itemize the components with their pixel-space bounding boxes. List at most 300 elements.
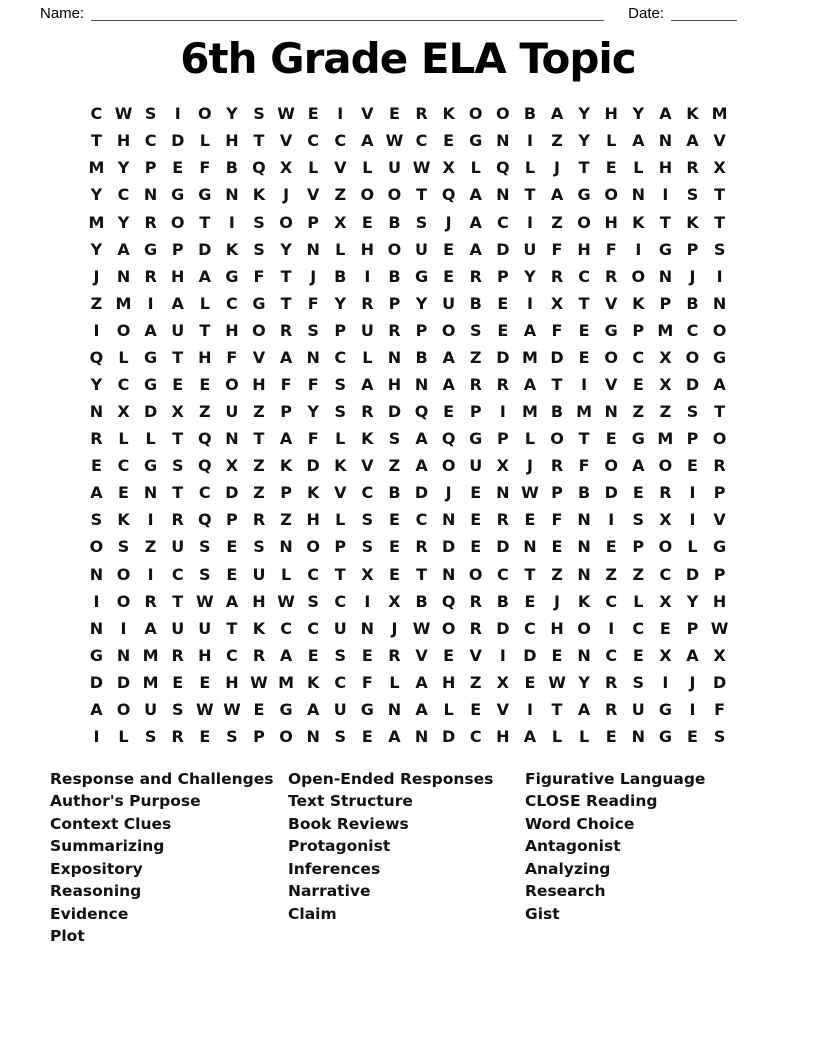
grid-letter: Y bbox=[632, 104, 645, 124]
grid-row bbox=[83, 100, 733, 127]
grid-letter: S bbox=[632, 510, 645, 530]
grid-letter: P bbox=[388, 293, 401, 313]
grid-letter: A bbox=[279, 645, 293, 665]
word-list-item: Word Choice bbox=[525, 814, 635, 833]
grid-letter: Y bbox=[117, 212, 130, 232]
grid-letter: I bbox=[93, 727, 100, 747]
grid-letter: I bbox=[526, 131, 533, 151]
grid-letter: O bbox=[496, 104, 510, 124]
grid-letter: M bbox=[115, 293, 132, 313]
grid-letter: U bbox=[415, 239, 429, 259]
grid-letter: N bbox=[116, 266, 131, 286]
grid-letter: D bbox=[496, 347, 510, 367]
grid-letter: U bbox=[225, 402, 239, 422]
word-list-item: Expository bbox=[50, 859, 143, 878]
grid-letter: W bbox=[114, 104, 133, 124]
grid-letter: C bbox=[632, 347, 645, 367]
grid-letter: M bbox=[521, 347, 538, 367]
grid-letter: I bbox=[716, 266, 723, 286]
grid-letter: I bbox=[689, 699, 696, 719]
grid-letter: F bbox=[226, 347, 238, 367]
grid-letter: A bbox=[225, 591, 239, 611]
grid-letter: O bbox=[279, 212, 293, 232]
grid-letter: C bbox=[659, 564, 672, 584]
grid-letter: Z bbox=[198, 402, 211, 422]
grid-letter: E bbox=[443, 402, 455, 422]
grid-letter: N bbox=[387, 347, 402, 367]
word-list-item: Reasoning bbox=[50, 882, 142, 901]
grid-letter: E bbox=[578, 347, 590, 367]
grid-letter: C bbox=[361, 483, 374, 503]
grid-letter: I bbox=[662, 672, 669, 692]
grid-letter: K bbox=[632, 293, 645, 313]
grid-letter: I bbox=[689, 483, 696, 503]
grid-letter: Z bbox=[605, 564, 617, 584]
grid-letter: N bbox=[360, 618, 375, 638]
grid-letter: X bbox=[659, 645, 672, 665]
grid-letter: W bbox=[223, 699, 241, 719]
grid-letter: Y bbox=[334, 293, 347, 313]
grid-letter: M bbox=[521, 402, 538, 422]
grid-letter: I bbox=[608, 618, 615, 638]
grid-letter: P bbox=[713, 564, 726, 584]
grid-letter: C bbox=[226, 293, 238, 313]
grid-letter: H bbox=[225, 131, 239, 151]
grid-letter: A bbox=[90, 483, 103, 503]
grid-letter: K bbox=[306, 483, 320, 503]
word-list-item: Gist bbox=[525, 904, 560, 923]
grid-letter: Z bbox=[280, 510, 292, 530]
grid-letter: O bbox=[712, 320, 727, 340]
grid-letter: I bbox=[147, 293, 154, 313]
grid-letter: E bbox=[632, 375, 644, 394]
grid-letter: Z bbox=[469, 347, 482, 367]
grid-letter: T bbox=[226, 618, 238, 638]
grid-letter: A bbox=[415, 456, 428, 476]
grid-letter: K bbox=[334, 456, 347, 476]
grid-letter: G bbox=[360, 699, 374, 719]
grid-letter: K bbox=[225, 239, 239, 259]
grid-row bbox=[83, 209, 733, 236]
grid-letter: N bbox=[89, 618, 104, 638]
grid-letter: G bbox=[469, 429, 483, 449]
grid-letter: Q bbox=[496, 158, 510, 178]
grid-letter: P bbox=[334, 537, 347, 557]
word-list-item: Analyzing bbox=[525, 859, 611, 878]
grid-letter: I bbox=[526, 699, 533, 719]
grid-letter: V bbox=[605, 375, 618, 394]
grid-letter: J bbox=[554, 158, 560, 178]
grid-letter: J bbox=[445, 483, 452, 503]
grid-letter: W bbox=[521, 483, 539, 503]
grid-row bbox=[83, 506, 733, 533]
grid-letter: D bbox=[550, 347, 564, 367]
date-label: Date: bbox=[628, 5, 664, 22]
grid-letter: O bbox=[360, 185, 375, 205]
grid-letter: R bbox=[279, 320, 293, 340]
grid-letter: L bbox=[335, 510, 346, 530]
grid-letter: F bbox=[307, 375, 319, 394]
grid-letter: P bbox=[713, 483, 726, 503]
word-list-item: Text Structure bbox=[288, 792, 413, 811]
grid-letter: E bbox=[605, 727, 617, 747]
grid-letter: E bbox=[632, 645, 644, 665]
grid-letter: L bbox=[199, 131, 210, 151]
grid-letter: E bbox=[253, 699, 265, 719]
grid-letter: X bbox=[388, 591, 401, 611]
grid-letter: Y bbox=[578, 131, 590, 151]
grid-letter: M bbox=[142, 672, 159, 692]
grid-letter: H bbox=[496, 727, 510, 747]
grid-letter: H bbox=[116, 131, 131, 151]
grid-letter: H bbox=[550, 618, 564, 638]
grid-letter: C bbox=[524, 618, 536, 638]
grid-letter: R bbox=[550, 266, 564, 286]
grid-letter: N bbox=[631, 727, 645, 747]
grid-letter: P bbox=[144, 158, 157, 178]
grid-letter: D bbox=[496, 239, 510, 259]
word-list-item: Author's Purpose bbox=[50, 792, 201, 811]
grid-letter: A bbox=[279, 429, 293, 449]
grid-letter: W bbox=[710, 618, 729, 638]
grid-letter: Z bbox=[659, 402, 672, 422]
grid-letter: D bbox=[89, 672, 104, 692]
grid-letter: L bbox=[606, 131, 617, 151]
grid-letter: U bbox=[333, 618, 347, 638]
grid-letter: R bbox=[496, 510, 509, 530]
grid-letter: N bbox=[496, 483, 510, 503]
grid-letter: T bbox=[551, 375, 563, 394]
grid-letter: X bbox=[225, 456, 239, 476]
grid-letter: N bbox=[116, 645, 131, 665]
grid-letter: L bbox=[687, 537, 698, 557]
grid-letter: U bbox=[252, 564, 266, 584]
grid-row bbox=[83, 236, 733, 263]
grid-letter: K bbox=[306, 672, 320, 692]
grid-letter: N bbox=[496, 185, 510, 205]
grid-letter: E bbox=[226, 564, 238, 584]
grid-letter: M bbox=[278, 672, 295, 692]
grid-letter: C bbox=[686, 320, 699, 340]
grid-letter: Q bbox=[197, 510, 212, 530]
grid-letter: R bbox=[361, 293, 374, 313]
grid-letter: D bbox=[685, 564, 700, 584]
grid-letter: J bbox=[445, 212, 452, 232]
grid-letter: F bbox=[551, 239, 563, 259]
grid-letter: R bbox=[171, 510, 184, 530]
grid-letter: R bbox=[496, 375, 509, 394]
grid-letter: T bbox=[172, 429, 184, 449]
grid-letter: C bbox=[605, 591, 618, 611]
grid-letter: Z bbox=[632, 402, 645, 422]
grid-letter: L bbox=[633, 591, 644, 611]
grid-letter: T bbox=[253, 131, 265, 151]
grid-letter: U bbox=[198, 618, 212, 638]
grid-letter: G bbox=[577, 185, 591, 205]
grid-letter: P bbox=[469, 402, 482, 422]
name-blank-line bbox=[91, 6, 604, 21]
grid-letter: T bbox=[714, 402, 726, 422]
grid-letter: Y bbox=[90, 375, 103, 394]
grid-letter: H bbox=[225, 320, 239, 340]
grid-letter: S bbox=[415, 212, 428, 232]
grid-letter: M bbox=[576, 402, 593, 422]
grid-letter: Y bbox=[90, 239, 103, 259]
grid-letter: E bbox=[172, 158, 184, 178]
grid-letter: T bbox=[253, 429, 265, 449]
grid-letter: A bbox=[415, 429, 428, 449]
grid-letter: S bbox=[469, 320, 482, 340]
grid-letter: U bbox=[442, 293, 456, 313]
grid-letter: D bbox=[116, 672, 131, 692]
grid-letter: E bbox=[687, 727, 698, 747]
grid-letter: E bbox=[388, 537, 400, 557]
grid-letter: Z bbox=[551, 212, 563, 232]
grid-letter: A bbox=[306, 699, 320, 719]
grid-letter: G bbox=[144, 239, 158, 259]
grid-letter: D bbox=[712, 672, 727, 692]
grid-letter: B bbox=[388, 266, 401, 286]
grid-letter: Y bbox=[280, 239, 292, 259]
grid-letter: C bbox=[144, 131, 157, 151]
grid-letter: U bbox=[631, 699, 645, 719]
grid-letter: N bbox=[225, 185, 239, 205]
grid-row bbox=[83, 588, 733, 615]
grid-letter: J bbox=[689, 672, 696, 692]
grid-letter: N bbox=[441, 564, 456, 584]
grid-letter: L bbox=[308, 158, 319, 178]
grid-letter: R bbox=[171, 727, 184, 747]
grid-letter: T bbox=[578, 429, 590, 449]
grid-letter: F bbox=[714, 699, 726, 719]
grid-letter: L bbox=[362, 158, 373, 178]
grid-letter: A bbox=[686, 131, 699, 151]
grid-letter: U bbox=[387, 158, 401, 178]
grid-letter: H bbox=[306, 510, 320, 530]
grid-letter: A bbox=[632, 131, 645, 151]
grid-letter: V bbox=[496, 699, 510, 719]
grid-letter: X bbox=[659, 347, 672, 367]
grid-letter: O bbox=[116, 699, 131, 719]
grid-letter: A bbox=[550, 185, 564, 205]
grid-letter: S bbox=[632, 672, 645, 692]
grid-letter: L bbox=[470, 158, 481, 178]
grid-letter: O bbox=[658, 537, 673, 557]
grid-letter: V bbox=[361, 456, 374, 476]
grid-letter: P bbox=[686, 239, 699, 259]
grid-letter: D bbox=[171, 131, 185, 151]
grid-letter: R bbox=[361, 402, 374, 422]
grid-letter: J bbox=[526, 456, 533, 476]
grid-letter: C bbox=[415, 510, 428, 530]
grid-letter: E bbox=[443, 131, 455, 151]
grid-letter: R bbox=[713, 456, 726, 476]
grid-letter: U bbox=[333, 699, 347, 719]
grid-letter: I bbox=[147, 564, 154, 584]
grid-letter: C bbox=[117, 185, 130, 205]
grid-letter: K bbox=[577, 591, 591, 611]
grid-letter: X bbox=[659, 510, 672, 530]
grid-letter: V bbox=[334, 158, 347, 178]
grid-letter: N bbox=[143, 483, 158, 503]
grid-letter: V bbox=[713, 131, 726, 151]
grid-letter: F bbox=[307, 293, 319, 313]
grid-letter: U bbox=[523, 239, 537, 259]
grid-letter: R bbox=[144, 266, 157, 286]
grid-letter: H bbox=[577, 239, 591, 259]
grid-letter: I bbox=[499, 645, 506, 665]
grid-letter: D bbox=[387, 402, 402, 422]
grid-letter: E bbox=[605, 158, 617, 178]
grid-letter: O bbox=[658, 456, 673, 476]
grid-letter: G bbox=[658, 727, 672, 747]
grid-letter: F bbox=[551, 320, 563, 340]
grid-letter: Q bbox=[89, 347, 104, 367]
header bbox=[0, 0, 816, 22]
grid-letter: C bbox=[469, 727, 482, 747]
grid-letter: H bbox=[198, 645, 212, 665]
grid-letter: R bbox=[252, 645, 266, 665]
word-list-item: Summarizing bbox=[50, 837, 165, 856]
grid-letter: L bbox=[335, 429, 346, 449]
grid-letter: X bbox=[496, 672, 509, 692]
grid-letter: T bbox=[416, 185, 427, 205]
grid-letter: T bbox=[551, 699, 563, 719]
grid-letter: D bbox=[496, 537, 510, 557]
grid-letter: E bbox=[524, 672, 536, 692]
word-list-item: Book Reviews bbox=[288, 814, 409, 833]
grid-letter: M bbox=[88, 158, 105, 178]
grid-letter: M bbox=[142, 645, 159, 665]
grid-letter: A bbox=[144, 618, 157, 638]
grid-letter: O bbox=[387, 185, 402, 205]
grid-letter: P bbox=[415, 320, 428, 340]
grid-letter: E bbox=[470, 483, 482, 503]
grid-letter: R bbox=[686, 158, 699, 178]
grid-letter: J bbox=[554, 591, 560, 611]
grid-letter: O bbox=[116, 591, 131, 611]
grid-letter: S bbox=[361, 537, 374, 557]
grid-row bbox=[83, 154, 733, 181]
grid-letter: C bbox=[307, 131, 320, 151]
grid-letter: O bbox=[631, 266, 646, 286]
grid-letter: R bbox=[659, 483, 672, 503]
word-list-column-1 bbox=[50, 768, 288, 947]
grid-letter: S bbox=[686, 402, 699, 422]
grid-letter: N bbox=[89, 564, 104, 584]
grid-letter: T bbox=[334, 564, 346, 584]
grid-letter: G bbox=[713, 537, 727, 557]
grid-letter: R bbox=[469, 618, 482, 638]
grid-letter: Q bbox=[441, 429, 456, 449]
grid-letter: G bbox=[279, 699, 293, 719]
grid-letter: D bbox=[523, 645, 537, 665]
grid-letter: Z bbox=[469, 672, 482, 692]
grid-letter: Z bbox=[551, 564, 563, 584]
grid-letter: S bbox=[334, 727, 347, 747]
grid-letter: W bbox=[277, 104, 295, 124]
grid-letter: Z bbox=[388, 456, 401, 476]
grid-letter: H bbox=[252, 375, 266, 394]
grid-letter: S bbox=[253, 104, 265, 124]
grid-letter: N bbox=[89, 402, 104, 422]
grid-letter: G bbox=[604, 320, 618, 340]
grid-letter: H bbox=[387, 375, 402, 394]
grid-letter: V bbox=[469, 645, 482, 665]
grid-letter: S bbox=[334, 402, 347, 422]
grid-letter: X bbox=[496, 456, 509, 476]
grid-letter: L bbox=[335, 239, 346, 259]
grid-letter: B bbox=[686, 293, 699, 313]
grid-letter: P bbox=[280, 402, 292, 422]
grid-letter: A bbox=[171, 293, 184, 313]
grid-letter: A bbox=[469, 239, 482, 259]
grid-letter: O bbox=[577, 618, 591, 638]
word-list-item: Protagonist bbox=[288, 837, 391, 856]
grid-letter: S bbox=[171, 699, 184, 719]
grid-letter: C bbox=[334, 131, 347, 151]
grid-letter: A bbox=[415, 699, 428, 719]
grid-letter: K bbox=[686, 104, 699, 124]
grid-letter: X bbox=[171, 402, 184, 422]
grid-letter: R bbox=[388, 645, 401, 665]
grid-letter: V bbox=[252, 347, 266, 367]
grid-letter: Y bbox=[307, 402, 319, 422]
grid-row bbox=[83, 290, 733, 317]
grid-letter: P bbox=[686, 618, 699, 638]
grid-row bbox=[83, 317, 733, 344]
grid-letter: O bbox=[252, 320, 266, 340]
grid-letter: B bbox=[388, 212, 401, 232]
grid-row bbox=[83, 533, 733, 560]
grid-letter: D bbox=[143, 402, 158, 422]
grid-letter: U bbox=[144, 699, 158, 719]
grid-letter: C bbox=[90, 104, 103, 124]
grid-letter: C bbox=[117, 375, 130, 394]
grid-letter: O bbox=[225, 375, 239, 394]
grid-letter: N bbox=[577, 564, 591, 584]
word-list-item: Research bbox=[525, 882, 606, 901]
grid-letter: E bbox=[551, 645, 563, 665]
grid-letter: Q bbox=[197, 429, 212, 449]
grid-letter: F bbox=[307, 429, 319, 449]
grid-letter: S bbox=[253, 212, 265, 232]
grid-letter: F bbox=[199, 158, 211, 178]
grid-letter: Y bbox=[686, 591, 699, 611]
grid-letter: G bbox=[144, 347, 158, 367]
grid-letter: D bbox=[496, 618, 510, 638]
grid-row bbox=[83, 561, 733, 588]
grid-letter: S bbox=[253, 239, 265, 259]
grid-letter: W bbox=[277, 591, 295, 611]
grid-letter: E bbox=[524, 591, 536, 611]
grid-letter: P bbox=[659, 293, 672, 313]
grid-letter: H bbox=[171, 266, 185, 286]
grid-letter: B bbox=[415, 347, 428, 367]
grid-letter: I bbox=[147, 510, 154, 530]
grid-letter: V bbox=[306, 185, 320, 205]
word-list-column-3 bbox=[525, 768, 765, 947]
grid-letter: N bbox=[604, 402, 618, 422]
word-list-item: Context Clues bbox=[50, 814, 172, 833]
grid-letter: Z bbox=[253, 402, 265, 422]
grid-letter: X bbox=[442, 158, 455, 178]
grid-letter: J bbox=[93, 266, 100, 286]
grid-letter: S bbox=[334, 375, 347, 394]
date-blank-line bbox=[671, 6, 737, 21]
grid-letter: N bbox=[306, 239, 320, 259]
grid-letter: E bbox=[470, 510, 482, 530]
